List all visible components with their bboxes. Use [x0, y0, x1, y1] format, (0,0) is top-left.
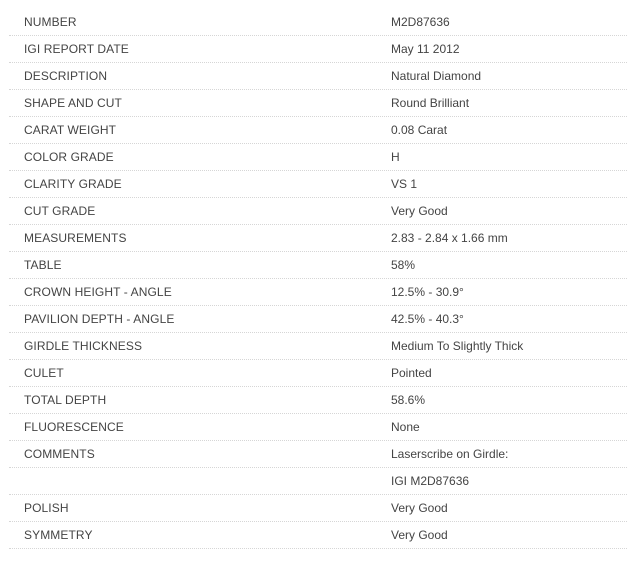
row-value: 58% — [391, 258, 416, 272]
row-label: CLARITY GRADE — [24, 177, 122, 191]
row-label: IGI REPORT DATE — [24, 42, 129, 56]
table-row — [9, 441, 627, 468]
row-value: VS 1 — [391, 177, 418, 191]
table-row — [9, 360, 627, 387]
row-value: 2.83 - 2.84 x 1.66 mm — [391, 231, 508, 245]
table-row — [9, 36, 627, 63]
row-value: M2D87636 — [391, 15, 450, 29]
row-value: None — [391, 420, 420, 434]
row-label: POLISH — [24, 501, 69, 515]
table-row — [9, 522, 627, 549]
row-label: SYMMETRY — [24, 528, 93, 542]
table-row — [9, 144, 627, 171]
table-row — [9, 225, 627, 252]
row-value: Pointed — [391, 366, 432, 380]
row-value: Very Good — [391, 501, 448, 515]
row-value: Very Good — [391, 528, 448, 542]
table-row — [9, 333, 627, 360]
row-value: 0.08 Carat — [391, 123, 448, 137]
table-row — [9, 414, 627, 441]
table-row — [9, 495, 627, 522]
row-value: 58.6% — [391, 393, 426, 407]
row-label: NUMBER — [24, 15, 77, 29]
grading-report-table — [9, 9, 627, 549]
row-label: TABLE — [24, 258, 62, 272]
table-row — [9, 387, 627, 414]
row-value: H — [391, 150, 400, 164]
row-label: MEASUREMENTS — [24, 231, 127, 245]
row-value: 12.5% - 30.9° — [391, 285, 464, 299]
row-label: DESCRIPTION — [24, 69, 108, 83]
table-row — [9, 198, 627, 225]
table-row — [9, 171, 627, 198]
row-value: 42.5% - 40.3° — [391, 312, 464, 326]
row-label: TOTAL DEPTH — [24, 393, 107, 407]
row-value: Natural Diamond — [391, 69, 482, 83]
row-label: COLOR GRADE — [24, 150, 114, 164]
table-row — [9, 90, 627, 117]
table-row — [9, 252, 627, 279]
row-label: CROWN HEIGHT - ANGLE — [24, 285, 172, 299]
row-value: Very Good — [391, 204, 448, 218]
row-label: CARAT WEIGHT — [24, 123, 117, 137]
row-label: CUT GRADE — [24, 204, 96, 218]
table-row — [9, 63, 627, 90]
row-label: COMMENTS — [24, 447, 95, 461]
row-label: PAVILION DEPTH - ANGLE — [24, 312, 175, 326]
table-row — [9, 306, 627, 333]
row-value: Laserscribe on Girdle: — [391, 447, 509, 461]
row-label: SHAPE AND CUT — [24, 96, 122, 110]
row-value: May 11 2012 — [391, 42, 460, 56]
row-value: IGI M2D87636 — [391, 474, 470, 488]
table-row — [9, 468, 627, 495]
table-row — [9, 279, 627, 306]
table-row — [9, 9, 627, 36]
row-value: Round Brilliant — [391, 96, 470, 110]
row-label: CULET — [24, 366, 64, 380]
row-value: Medium To Slightly Thick — [391, 339, 524, 353]
table-row — [9, 117, 627, 144]
row-label: GIRDLE THICKNESS — [24, 339, 143, 353]
row-label: FLUORESCENCE — [24, 420, 124, 434]
